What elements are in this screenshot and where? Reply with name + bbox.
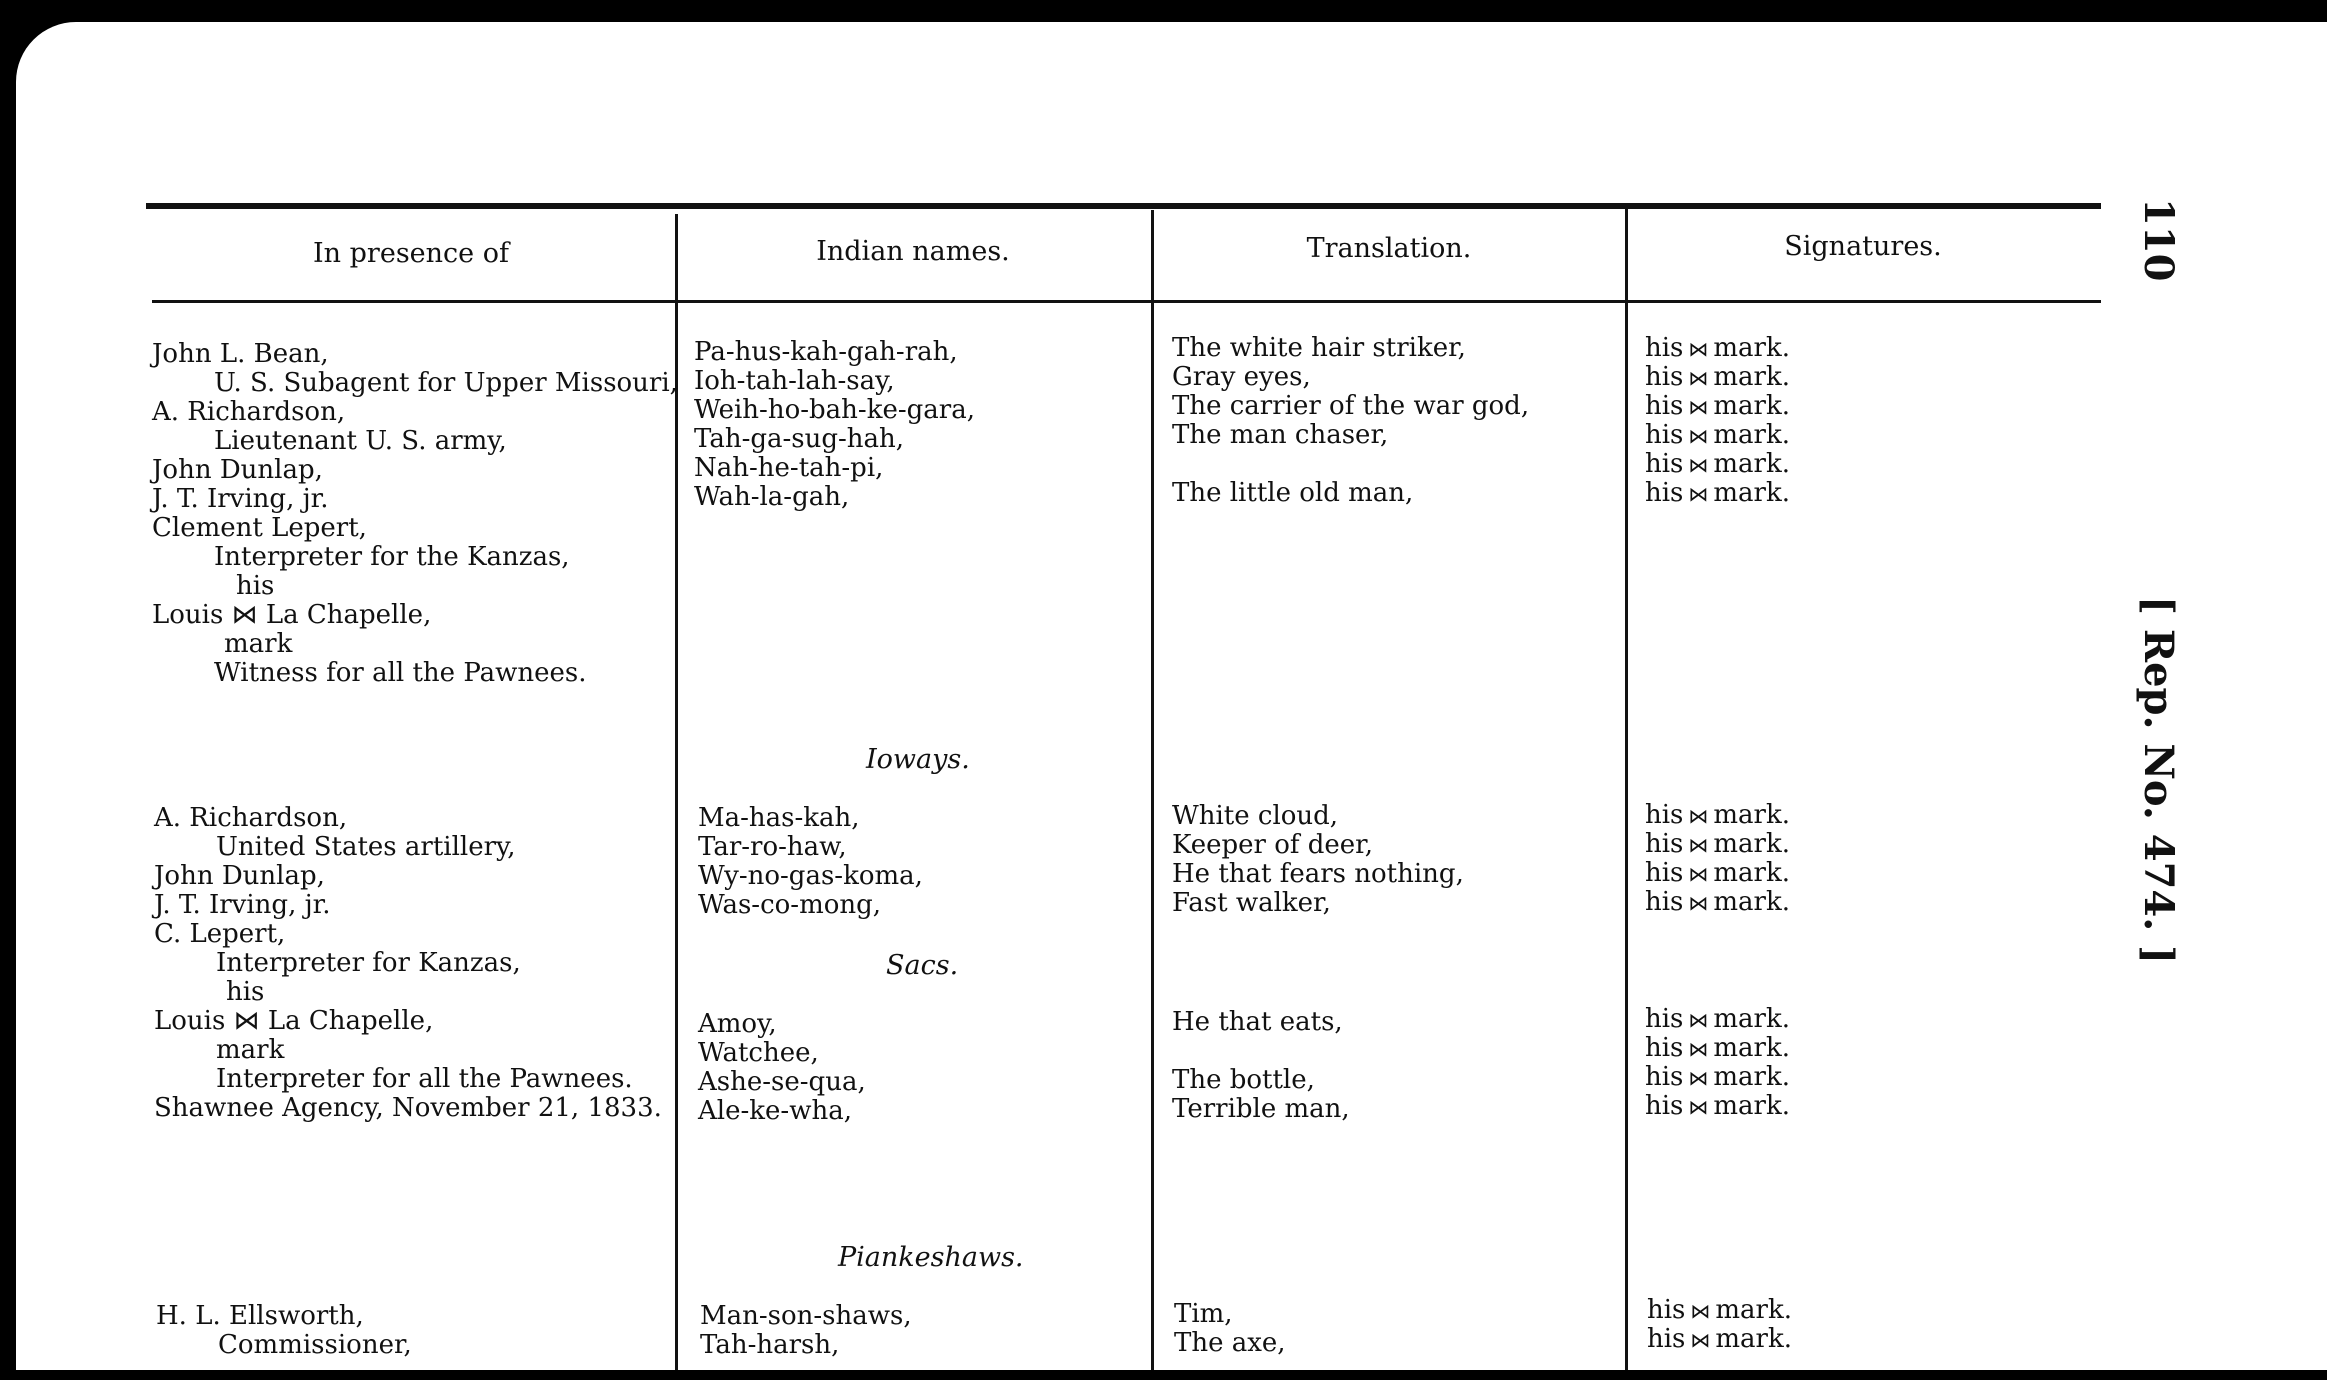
cross-mark-icon: ⋈ [1688, 1008, 1709, 1032]
sig-mark: mark. [1715, 1295, 1793, 1325]
sig-his: his [1645, 887, 1684, 917]
translation: Keeper of deer, [1172, 830, 1374, 860]
cross-mark-icon: ⋈ [1688, 1095, 1709, 1119]
cross-mark-icon: ⋈ [1688, 833, 1709, 857]
header-signatures: Signatures. [1784, 231, 1942, 262]
section-heading-sacs: Sacs. [886, 950, 959, 981]
witness-line: C. Lepert, [154, 919, 286, 949]
signature-mark [1645, 859, 1790, 888]
cross-mark-icon: ⋈ [1688, 1066, 1709, 1090]
page-bottom-edge [0, 1370, 2327, 1380]
sig-his: his [1645, 333, 1684, 363]
signature-mark [1647, 1296, 1792, 1325]
sig-his: his [1645, 800, 1684, 830]
cross-mark-icon: ⋈ [1688, 891, 1709, 915]
translation: He that fears nothing, [1172, 859, 1464, 889]
column-divider-3 [1625, 206, 1628, 1370]
header-translation: Translation. [1306, 233, 1472, 264]
witness-line: U. S. Subagent for Upper Missouri, [214, 368, 678, 398]
witness-line: his [226, 977, 265, 1007]
cross-mark-icon: ⋈ [1688, 337, 1709, 361]
sig-mark: mark. [1713, 1033, 1791, 1063]
witness-line: his [236, 571, 275, 601]
cross-mark-icon: ⋈ [1690, 1328, 1711, 1352]
indian-name: Wy-no-gas-koma, [698, 861, 923, 891]
cross-mark-icon: ⋈ [1688, 482, 1709, 506]
indian-name: Ma-has-kah, [698, 803, 860, 833]
indian-name: Tar-ro-haw, [698, 832, 847, 862]
names-sacs [698, 1010, 866, 1126]
signature-mark [1645, 334, 1790, 363]
sig-his: his [1645, 829, 1684, 859]
signature-mark [1645, 801, 1790, 830]
witness-line: Shawnee Agency, November 21, 1833. [154, 1093, 662, 1123]
signature-mark [1645, 1063, 1790, 1092]
witness-line: H. L. Ellsworth, [156, 1301, 364, 1331]
indian-name: Wah-la-gah, [694, 482, 850, 512]
witness-line: Clement Lepert, [152, 513, 367, 543]
signatures-piankeshaws [1647, 1296, 1792, 1354]
translations-ioways [1172, 802, 1464, 918]
signatures-ioways [1645, 801, 1790, 917]
sig-mark: mark. [1713, 1062, 1791, 1092]
signature-mark [1645, 1005, 1790, 1034]
names-piankeshaws [700, 1302, 912, 1360]
witness-line: John L. Bean, [152, 339, 329, 369]
sig-mark: mark. [1713, 420, 1791, 450]
indian-name: Nah-he-tah-pi, [694, 453, 884, 483]
header-bottom-rule [152, 300, 2101, 303]
indian-name: Ioh-tah-lah-say, [694, 366, 895, 396]
translation: The man chaser, [1172, 420, 1389, 450]
names-ioways [698, 804, 923, 920]
sig-mark: mark. [1713, 887, 1791, 917]
sig-mark: mark. [1713, 478, 1791, 508]
witness-line: Louis ⋈ La Chapelle, [152, 600, 432, 630]
header-in-presence-of: In presence of [313, 238, 509, 269]
indian-name: Watchee, [698, 1038, 819, 1068]
witness-group-ioways-sacs [154, 804, 662, 1123]
signature-mark [1645, 888, 1790, 917]
indian-name: Man-son-shaws, [700, 1301, 912, 1331]
witness-line: Interpreter for all the Pawnees. [216, 1064, 633, 1094]
signature-mark [1645, 392, 1790, 421]
translation: Terrible man, [1172, 1094, 1350, 1124]
witness-line: Witness for all the Pawnees. [214, 658, 587, 688]
header-indian-names: Indian names. [816, 236, 1010, 267]
running-head: [ Rep. No. 474. ] [2135, 596, 2182, 965]
translation: The carrier of the war god, [1172, 391, 1530, 421]
sig-mark: mark. [1715, 1324, 1793, 1354]
cross-mark-icon: ⋈ [1688, 453, 1709, 477]
translations-sacs [1172, 1008, 1350, 1124]
sig-mark: mark. [1713, 858, 1791, 888]
cross-mark-icon: ⋈ [1688, 1037, 1709, 1061]
column-divider-2 [1151, 210, 1154, 1370]
sig-his: his [1647, 1324, 1686, 1354]
translation: He that eats, [1172, 1007, 1343, 1037]
sig-his: his [1645, 420, 1684, 450]
indian-name: Weih-ho-bah-ke-gara, [694, 395, 975, 425]
cross-mark-icon: ⋈ [1688, 395, 1709, 419]
sig-mark: mark. [1713, 1091, 1791, 1121]
signature-mark [1645, 421, 1790, 450]
witness-line: mark [224, 629, 293, 659]
sig-mark: mark. [1713, 333, 1791, 363]
sig-mark: mark. [1713, 391, 1791, 421]
cross-mark-icon: ⋈ [1688, 366, 1709, 390]
sig-his: his [1645, 391, 1684, 421]
translation: The white hair striker, [1172, 333, 1466, 363]
signature-mark [1645, 1092, 1790, 1121]
witness-line: Louis ⋈ La Chapelle, [154, 1006, 434, 1036]
translation: The axe, [1174, 1328, 1286, 1358]
sig-his: his [1645, 362, 1684, 392]
sig-his: his [1645, 1091, 1684, 1121]
cross-mark-icon: ⋈ [1688, 424, 1709, 448]
translation [1172, 450, 1529, 479]
translations-piankeshaws [1174, 1300, 1286, 1358]
sig-mark: mark. [1713, 800, 1791, 830]
translation: Fast walker, [1172, 888, 1331, 918]
indian-name: Tah-ga-sug-hah, [694, 424, 905, 454]
indian-name: Tah-harsh, [700, 1330, 840, 1360]
translation: The little old man, [1172, 478, 1414, 508]
sig-his: his [1647, 1295, 1686, 1325]
translation: The bottle, [1172, 1065, 1315, 1095]
translation [1172, 1037, 1350, 1066]
signature-mark [1645, 479, 1790, 508]
cross-mark-icon: ⋈ [1688, 804, 1709, 828]
signatures-sacs [1645, 1005, 1790, 1121]
signature-mark [1647, 1325, 1792, 1354]
section-heading-ioways: Ioways. [866, 744, 970, 775]
indian-name: Ale-ke-wha, [698, 1096, 852, 1126]
sig-his: his [1645, 1004, 1684, 1034]
sig-mark: mark. [1713, 1004, 1791, 1034]
indian-name: Was-co-mong, [698, 890, 882, 920]
indian-name: Ashe-se-qua, [698, 1067, 866, 1097]
indian-name: Amoy, [698, 1009, 777, 1039]
sig-his: his [1645, 858, 1684, 888]
signature-mark [1645, 1034, 1790, 1063]
witness-group-pawnees [152, 340, 678, 688]
translations-pawnees [1172, 334, 1529, 508]
witness-line: Interpreter for Kanzas, [216, 948, 521, 978]
witness-line: United States artillery, [216, 832, 516, 862]
translation: White cloud, [1172, 801, 1339, 831]
witness-line: mark [216, 1035, 285, 1065]
signature-mark [1645, 363, 1790, 392]
sig-his: his [1645, 449, 1684, 479]
witness-line: John Dunlap, [154, 861, 325, 891]
names-pawnees [694, 338, 975, 512]
sig-mark: mark. [1713, 829, 1791, 859]
signature-mark [1645, 830, 1790, 859]
cross-mark-icon: ⋈ [1688, 862, 1709, 886]
translation: Tim, [1174, 1299, 1233, 1329]
sig-his: his [1645, 478, 1684, 508]
page-number: 110 [2135, 198, 2182, 282]
witness-line: Interpreter for the Kanzas, [214, 542, 570, 572]
witness-group-piankeshaws [156, 1302, 412, 1360]
section-heading-piankeshaws: Piankeshaws. [838, 1242, 1024, 1273]
witness-line: J. T. Irving, jr. [154, 890, 331, 920]
witness-line: J. T. Irving, jr. [152, 484, 329, 514]
signatures-pawnees [1645, 334, 1790, 508]
witness-line: A. Richardson, [154, 803, 348, 833]
witness-line: A. Richardson, [152, 397, 346, 427]
witness-line: Commissioner, [218, 1330, 412, 1360]
witness-line: John Dunlap, [152, 455, 323, 485]
top-heavy-rule [146, 203, 2101, 209]
witness-line: Lieutenant U. S. army, [214, 426, 507, 456]
sig-mark: mark. [1713, 362, 1791, 392]
sig-his: his [1645, 1033, 1684, 1063]
cross-mark-icon: ⋈ [1690, 1299, 1711, 1323]
signature-mark [1645, 450, 1790, 479]
indian-name: Pa-hus-kah-gah-rah, [694, 337, 958, 367]
sig-his: his [1645, 1062, 1684, 1092]
sig-mark: mark. [1713, 449, 1791, 479]
translation: Gray eyes, [1172, 362, 1311, 392]
